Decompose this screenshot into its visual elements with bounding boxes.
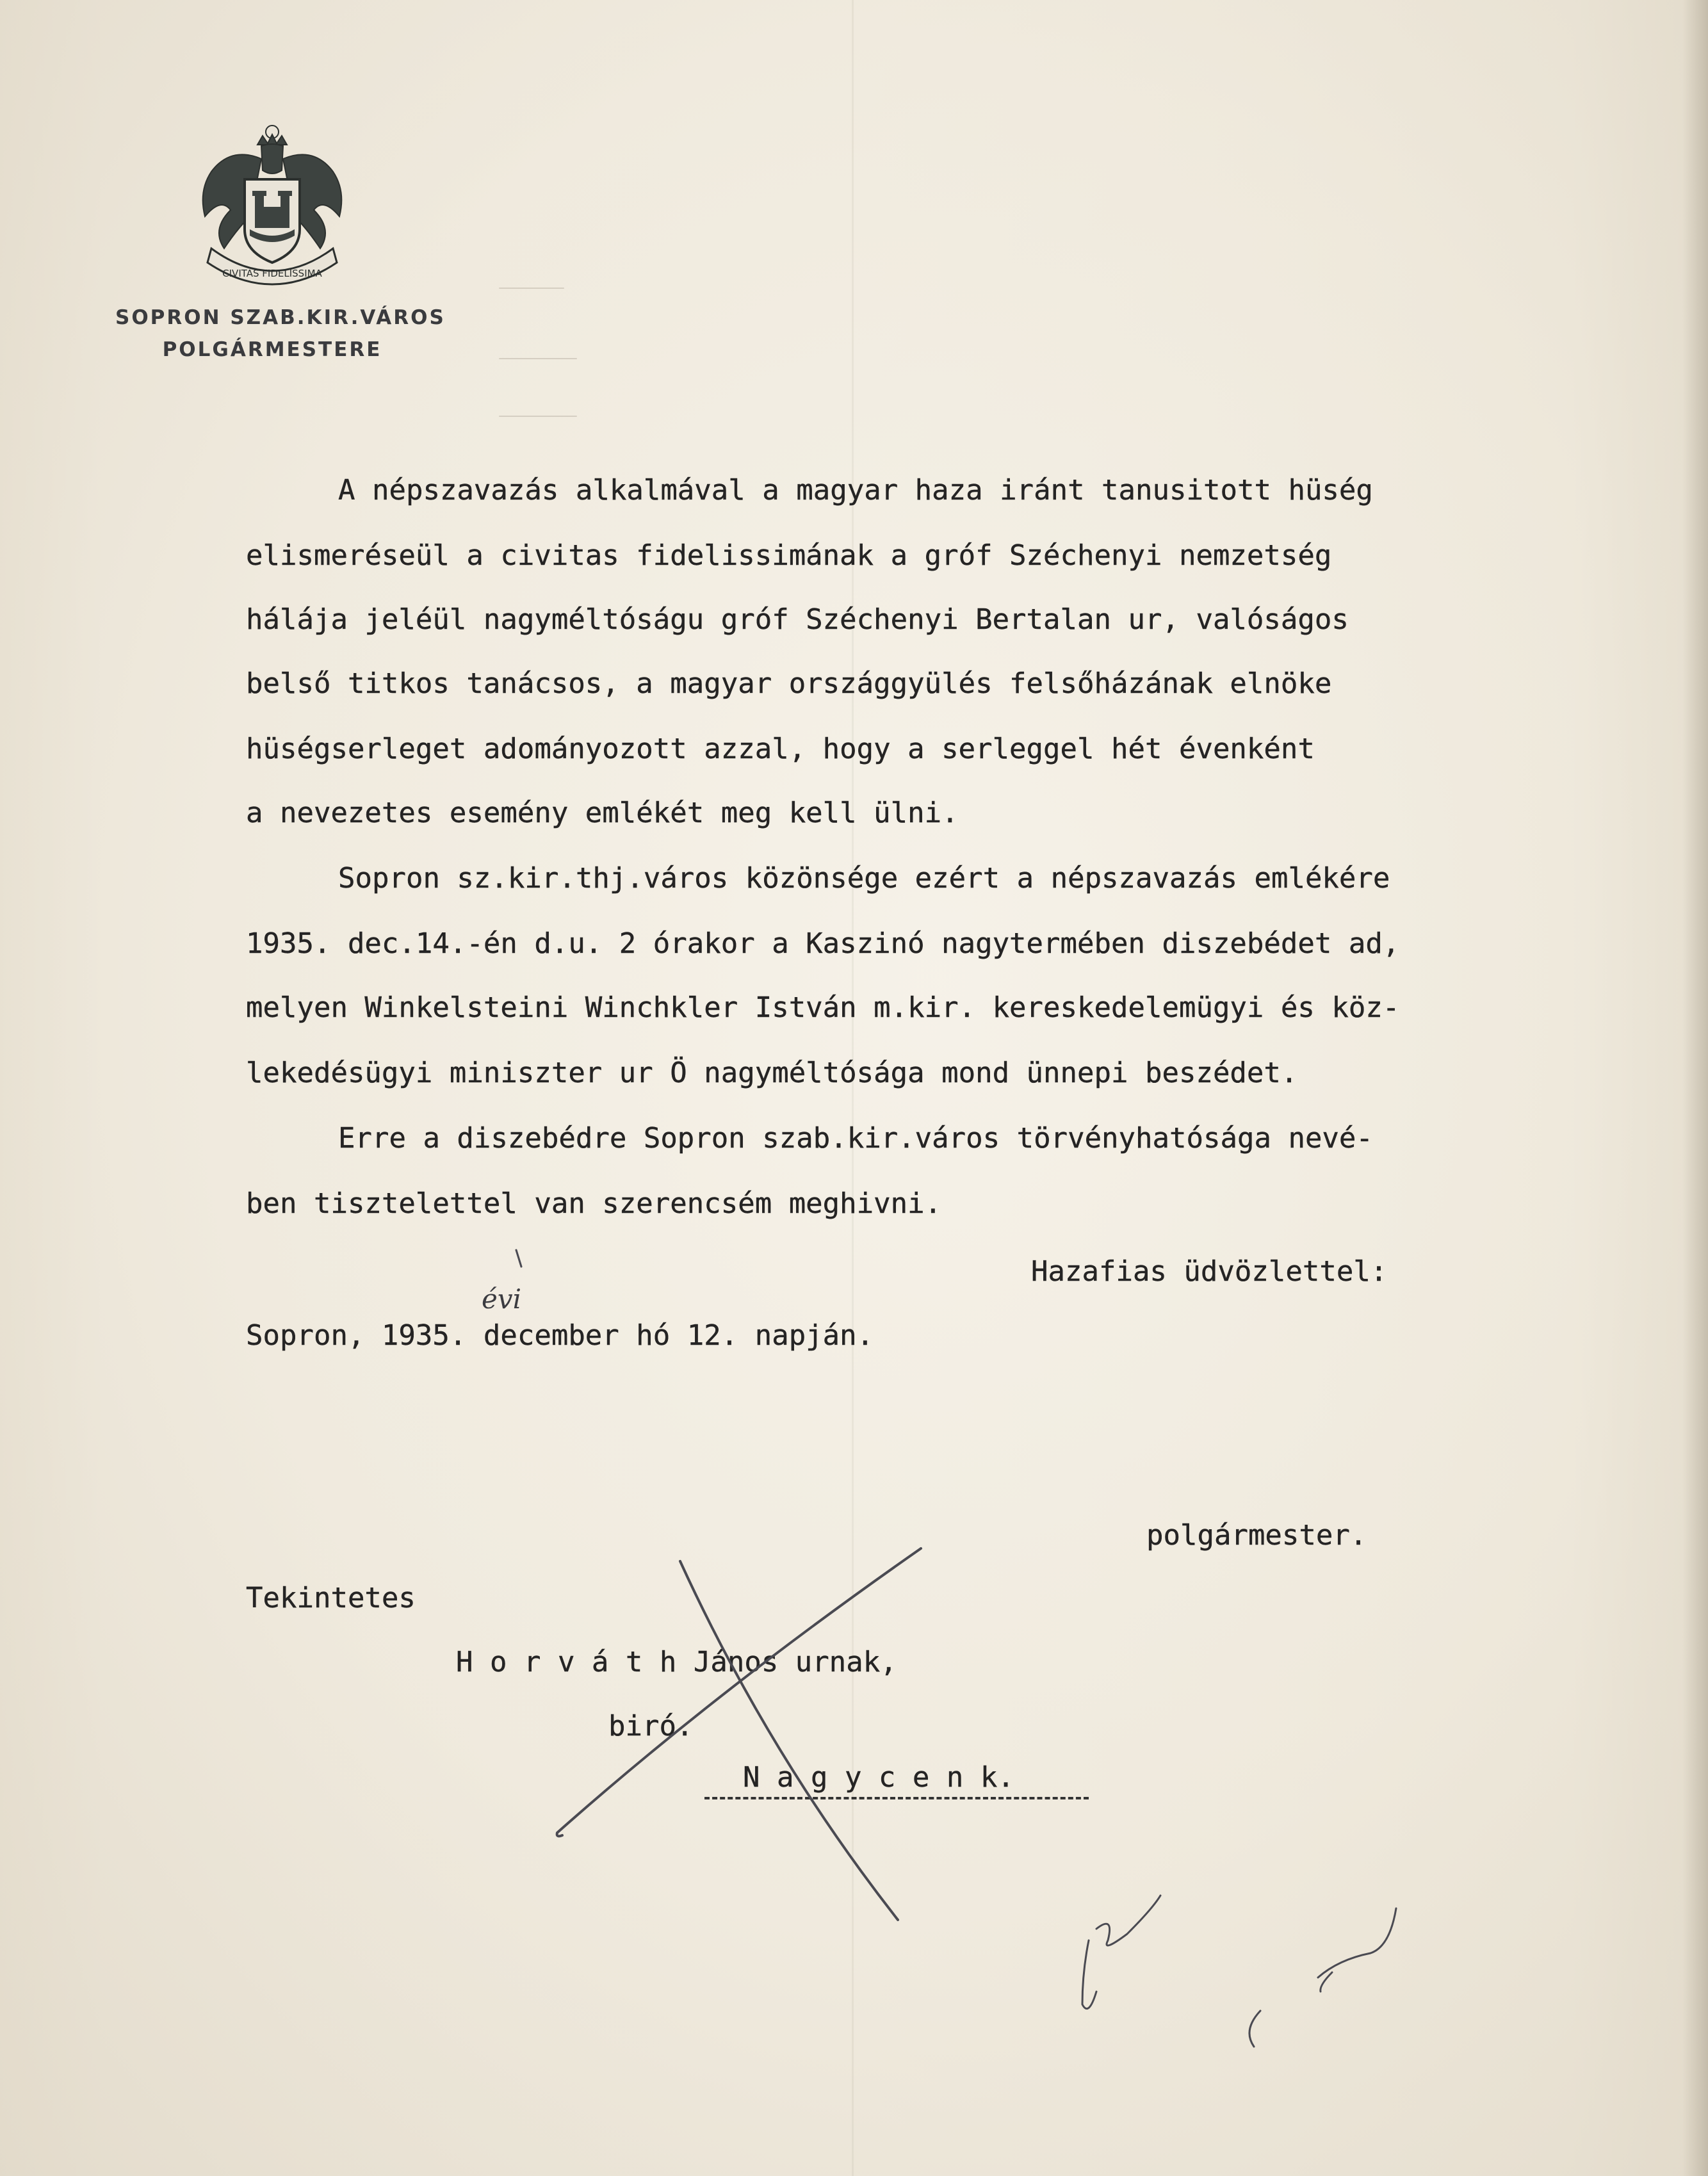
- body-line: melyen Winkelsteini Winchkler István m.kir. kereskedelemügyi és köz-: [246, 991, 1400, 1024]
- body-line: hüségserleget adományozott azzal, hogy a serleggel hét évenként: [246, 733, 1315, 765]
- signature-title: polgármester.: [1146, 1519, 1367, 1552]
- place-underline: [704, 1797, 1089, 1799]
- paper-edge-shadow: [1682, 0, 1708, 2176]
- body-line: 1935. dec.14.-én d.u. 2 órakor a Kaszinó nagytermében diszebédet ad,: [246, 927, 1400, 960]
- addressee-place: N a g y c e n k.: [743, 1761, 1014, 1794]
- addressee-name: H o r v á t h János urnak,: [456, 1646, 897, 1678]
- body-line: ben tisztelettel van szerencsém meghivni.: [246, 1187, 942, 1220]
- date-line: Sopron, 1935. december hó 12. napján.: [246, 1319, 874, 1352]
- body-line: elismeréseül a civitas fidelissimának a gróf Széchenyi nemzetség: [246, 539, 1332, 572]
- addressee-role: biró.: [608, 1710, 694, 1742]
- coat-of-arms-icon: [186, 120, 359, 300]
- body-line: lekedésügyi miniszter ur Ö nagyméltósága mond ünnepi beszédet.: [246, 1057, 1298, 1089]
- body-line: Erre a diszebédre Sopron szab.kir.város törvényhatósága nevé-: [338, 1122, 1373, 1155]
- body-line: belső titkos tanácsos, a magyar országgyülés felsőházának elnöke: [246, 667, 1332, 700]
- body-line: Sopron sz.kir.thj.város közönsége ezért a népszavazás emlékére: [338, 862, 1390, 895]
- letterhead-city: SOPRON SZAB.KIR.VÁROS: [115, 306, 446, 329]
- closing-greeting: Hazafias üdvözlettel:: [1031, 1255, 1388, 1288]
- crest-motto: CIVITAS FIDELISSIMA: [222, 268, 322, 279]
- body-line: hálája jeléül nagyméltóságu gróf Széchenyi Bertalan ur, valóságos: [246, 603, 1349, 636]
- body-line: a nevezetes esemény emlékét meg kell ülni.: [246, 797, 959, 829]
- addressee-salutation: Tekintetes: [246, 1582, 416, 1614]
- handwritten-insert: évi: [482, 1283, 522, 1315]
- body-line: A népszavazás alkalmával a magyar haza iránt tanusitott hüség: [338, 474, 1373, 507]
- letterhead-office: POLGÁRMESTERE: [162, 338, 382, 361]
